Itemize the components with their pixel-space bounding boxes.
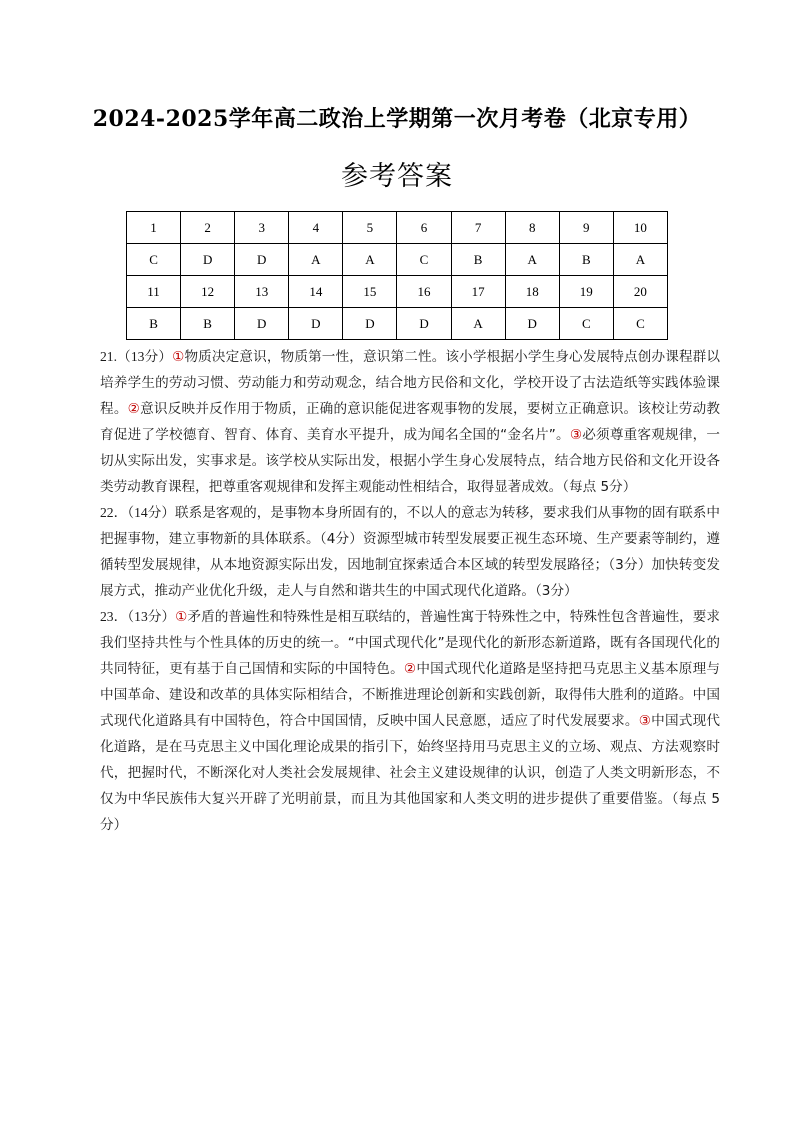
- table-cell: 9: [559, 212, 613, 244]
- question-number-row: [127, 212, 668, 244]
- answer-text: 意识反映并反作用于物质，正确的意识能促进客观事物的发展，要树立正确意识。该校让劳动教育促进了学校德育、智育、体育、美育水平提升，成为闻名全国的“金名片”。: [100, 401, 721, 443]
- table-cell: C: [559, 308, 613, 340]
- point-marker: ③: [569, 427, 583, 443]
- table-cell: B: [127, 308, 181, 340]
- question-number-row: [127, 276, 668, 308]
- answer-text: 必须尊重客观规律，一切从实际出发，实事求是。该学校从实际出发，根据小学生身心发展特点，结合地方民俗和文化开设各类劳动教育课程，把尊重客观规律和发挥主观能动性相结合，取得显著成效。（每点 5分）: [100, 427, 721, 495]
- question-number: 21.（13分）: [100, 349, 173, 364]
- point-marker: ③: [638, 713, 652, 729]
- table-cell: 1: [127, 212, 181, 244]
- table-cell: 12: [181, 276, 235, 308]
- table-cell: 16: [397, 276, 451, 308]
- answer-text: 物质决定意识，物质第一性，意识第二性。该小学根据小学生身心发展特点创办课程群以培养学生的劳动习惯、劳动能力和劳动观念，结合地方民俗和文化，学校开设了古法造纸等实践体验课程。: [100, 349, 721, 417]
- table-cell: B: [451, 244, 505, 276]
- table-cell: 8: [505, 212, 559, 244]
- answer-body: [100, 344, 720, 838]
- table-cell: D: [343, 308, 397, 340]
- table-cell: D: [289, 308, 343, 340]
- table-cell: 7: [451, 212, 505, 244]
- table-cell: 11: [127, 276, 181, 308]
- answer-21: [100, 344, 720, 500]
- table-cell: 14: [289, 276, 343, 308]
- answer-text: 矛盾的普遍性和特殊性是相互联结的，普遍性寓于特殊性之中，特殊性包含普遍性，要求我们坚持共性与个性具体的历史的统一。“中国式现代化”是现代化的新形态新道路，既有各国现代化的共同特征，更有基于自己国情和实际的中国特色。: [100, 609, 721, 677]
- table-cell: 15: [343, 276, 397, 308]
- table-cell: 18: [505, 276, 559, 308]
- table-cell: D: [235, 308, 289, 340]
- table-cell: 13: [235, 276, 289, 308]
- question-number: 23．（13分）: [100, 609, 176, 624]
- table-cell: C: [397, 244, 451, 276]
- table-cell: A: [505, 244, 559, 276]
- table-cell: B: [559, 244, 613, 276]
- table-cell: 2: [181, 212, 235, 244]
- page-title: 2024-2025学年高二政治上学期第一次月考卷（北京专用）: [92, 106, 702, 132]
- answer-table: [126, 211, 668, 340]
- point-marker: ①: [175, 609, 188, 625]
- table-cell: C: [613, 308, 667, 340]
- table-cell: 17: [451, 276, 505, 308]
- table-cell: 20: [613, 276, 667, 308]
- page-subtitle: 参考答案: [341, 161, 453, 192]
- point-marker: ①: [172, 349, 185, 365]
- answer-23: [100, 604, 720, 838]
- answer-22: [100, 500, 720, 604]
- answer-key-row: [127, 244, 668, 276]
- question-number: 22．（14分）: [100, 505, 175, 520]
- table-cell: D: [505, 308, 559, 340]
- answer-text: 中国式现代化道路，是在马克思主义中国化理论成果的指引下，始终坚持用马克思主义的立场、观点、方法观察时代，把握时代，不断深化对人类社会发展规律、社会主义建设规律的认识，创造了人类文明新形态，不仅为中华民族伟大复兴开辟了光明前景，而且为其他国家和人类文明的进步提供了重要借鉴。（每点 5分）: [100, 713, 721, 833]
- table-cell: C: [127, 244, 181, 276]
- answer-key-row: [127, 308, 668, 340]
- table-cell: A: [289, 244, 343, 276]
- table-cell: A: [451, 308, 505, 340]
- answer-text: 中国式现代化道路是坚持把马克思主义基本原理与中国革命、建设和改革的具体实际相结合，不断推进理论创新和实践创新，取得伟大胜利的道路。中国式现代化道路具有中国特色，符合中国国情，反映中国人民意愿，适应了时代发展要求。: [100, 661, 721, 729]
- table-cell: 19: [559, 276, 613, 308]
- answer-text: 联系是客观的，是事物本身所固有的，不以人的意志为转移，要求我们从事物的固有联系中把握事物，建立事物新的具体联系。（4分）资源型城市转型发展要正视生态环境、生产要素等制约，遵循转型发展规律，从本地资源实际出发，因地制宜探索适合本区域的转型发展路径；（3分）加快转变发展方式，推动产业优化升级，走人与自然和谐共生的中国式现代化道路。（3分）: [100, 505, 721, 599]
- table-cell: D: [181, 244, 235, 276]
- table-cell: 3: [235, 212, 289, 244]
- table-cell: 5: [343, 212, 397, 244]
- table-cell: A: [613, 244, 667, 276]
- table-cell: 4: [289, 212, 343, 244]
- table-cell: D: [235, 244, 289, 276]
- table-cell: 6: [397, 212, 451, 244]
- table-cell: D: [397, 308, 451, 340]
- point-marker: ②: [403, 661, 417, 677]
- point-marker: ②: [127, 401, 141, 417]
- table-cell: 10: [613, 212, 667, 244]
- table-cell: A: [343, 244, 397, 276]
- table-cell: B: [181, 308, 235, 340]
